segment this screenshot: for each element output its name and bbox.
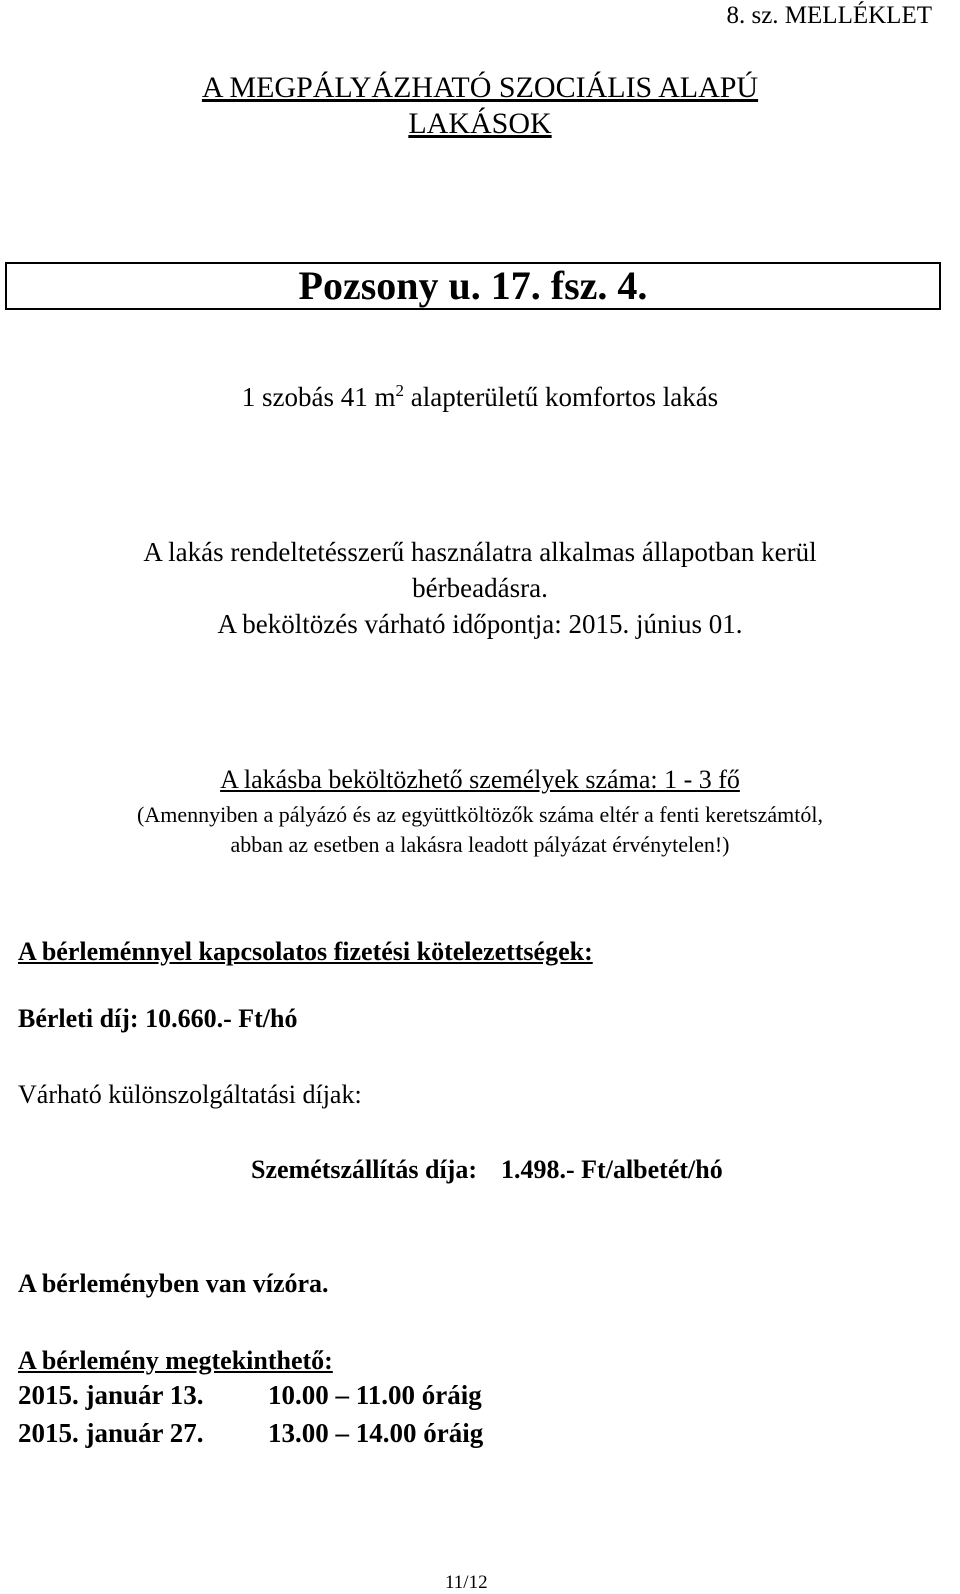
condition-text	[0, 534, 960, 642]
services-heading: Várható különszolgáltatási díjak:	[18, 1080, 362, 1109]
occupants-note	[0, 800, 960, 860]
obligations-heading: A bérleménnyel kapcsolatos fizetési kötelezettségek:	[18, 937, 593, 966]
viewing-time: 13.00 – 14.00 óráig	[268, 1418, 484, 1448]
viewing-date: 2015. január 27.	[18, 1418, 204, 1448]
apartment-prefix: 1 szobás 41 m	[241, 382, 396, 412]
condition-line-1: A lakás rendeltetésszerű használatra alkalmas állapotban kerül	[143, 537, 817, 567]
occupants-note-line-2: abban az esetben a lakásra leadott pályázat érvénytelen!)	[230, 832, 730, 857]
apartment-description	[0, 381, 960, 413]
annex-label: 8. sz. MELLÉKLET	[726, 2, 932, 29]
page-number: 11/12	[445, 1572, 488, 1593]
move-in-date: A beköltözés várható időpontja: 2015. június 01.	[217, 609, 743, 639]
rent-fee: Bérleti díj: 10.660.- Ft/hó	[18, 1004, 298, 1033]
title-line-1: A MEGPÁLYÁZHATÓ SZOCIÁLIS ALAPÚ	[201, 71, 759, 104]
viewing-date: 2015. január 13.	[18, 1380, 204, 1410]
document-title	[0, 70, 960, 142]
occupants-note-line-1: (Amennyiben a pályázó és az együttköltözők száma eltér a fenti keretszámtól,	[137, 802, 823, 827]
occupants-heading: A lakásba beköltözhető személyek száma: 1 - 3 fő	[220, 765, 740, 794]
viewing-slot	[18, 1418, 484, 1449]
water-meter-note: A bérleményben van vízóra.	[18, 1269, 329, 1298]
trash-fee-row	[251, 1155, 723, 1185]
address-box: Pozsony u. 17. fsz. 4.	[5, 262, 941, 310]
trash-fee-value: 1.498.- Ft/albetét/hó	[501, 1155, 723, 1184]
apartment-suffix: alapterületű komfortos lakás	[404, 382, 719, 412]
viewing-heading: A bérlemény megtekinthető:	[18, 1346, 333, 1375]
viewing-slot	[18, 1380, 482, 1411]
area-unit-superscript: 2	[395, 381, 405, 400]
condition-line-2: bérbeadásra.	[412, 573, 548, 603]
title-line-2: LAKÁSOK	[408, 107, 552, 140]
trash-fee-label: Szemétszállítás díja:	[251, 1155, 478, 1184]
viewing-time: 10.00 – 11.00 óráig	[268, 1380, 482, 1410]
